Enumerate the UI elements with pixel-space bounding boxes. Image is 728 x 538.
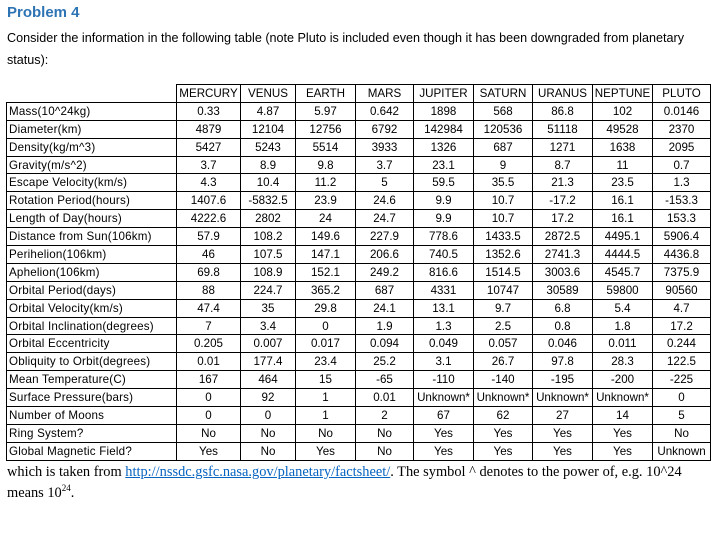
table-row: [7, 210, 711, 228]
column-header: MERCURY: [177, 85, 241, 103]
table-cell: 0.642: [356, 102, 414, 120]
table-cell: 5514: [296, 138, 356, 156]
problem-title: Problem 4: [7, 4, 80, 21]
table-cell: 7375.9: [653, 263, 711, 281]
column-header: EARTH: [296, 85, 356, 103]
table-cell: 1352.6: [474, 246, 533, 264]
row-label: Mean Temperature(C): [7, 371, 177, 389]
table-row: [7, 246, 711, 264]
row-label: Ring System?: [7, 424, 177, 442]
table-cell: 59800: [593, 281, 653, 299]
table-cell: 4879: [177, 120, 241, 138]
table-cell: 6.8: [533, 299, 593, 317]
table-cell: -225: [653, 371, 711, 389]
table-cell: 59.5: [414, 174, 474, 192]
table-cell: 14: [593, 407, 653, 425]
table-row: [7, 120, 711, 138]
table-cell: 153.3: [653, 210, 711, 228]
table-cell: 0.8: [533, 317, 593, 335]
table-cell: -65: [356, 371, 414, 389]
table-cell: 108.9: [241, 263, 296, 281]
table-cell: -17.2: [533, 192, 593, 210]
column-header: SATURN: [474, 85, 533, 103]
table-cell: 0.011: [593, 335, 653, 353]
column-header: URANUS: [533, 85, 593, 103]
table-row: [7, 281, 711, 299]
factsheet-link[interactable]: http://nssdc.gsfc.nasa.gov/planetary/factsheet/: [125, 464, 391, 480]
table-cell: 4222.6: [177, 210, 241, 228]
table-cell: 23.5: [593, 174, 653, 192]
table-cell: 24: [296, 210, 356, 228]
table-cell: 2.5: [474, 317, 533, 335]
row-label: Orbital Velocity(km/s): [7, 299, 177, 317]
table-cell: 11: [593, 156, 653, 174]
table-cell: 12756: [296, 120, 356, 138]
table-cell: Yes: [533, 442, 593, 460]
table-corner-cell: [7, 85, 177, 103]
row-label: Escape Velocity(km/s): [7, 174, 177, 192]
table-cell: 5427: [177, 138, 241, 156]
table-cell: 0.01: [177, 353, 241, 371]
table-cell: 224.7: [241, 281, 296, 299]
column-header: MARS: [356, 85, 414, 103]
table-row: [7, 317, 711, 335]
column-header: NEPTUNE: [593, 85, 653, 103]
row-label: Obliquity to Orbit(degrees): [7, 353, 177, 371]
table-cell: 3933: [356, 138, 414, 156]
table-cell: 35.5: [474, 174, 533, 192]
table-cell: Yes: [474, 442, 533, 460]
table-cell: 17.2: [653, 317, 711, 335]
table-cell: 9: [474, 156, 533, 174]
table-cell: 0: [177, 389, 241, 407]
table-cell: 1407.6: [177, 192, 241, 210]
table-cell: 88: [177, 281, 241, 299]
table-cell: 0.007: [241, 335, 296, 353]
table-cell: 5.97: [296, 102, 356, 120]
table-cell: 9.8: [296, 156, 356, 174]
table-cell: 0: [296, 317, 356, 335]
table-cell: 16.1: [593, 210, 653, 228]
table-cell: 2: [356, 407, 414, 425]
table-cell: 21.3: [533, 174, 593, 192]
row-label: Diameter(km): [7, 120, 177, 138]
table-cell: 2095: [653, 138, 711, 156]
row-label: Orbital Period(days): [7, 281, 177, 299]
table-cell: No: [296, 424, 356, 442]
row-label: Distance from Sun(106km): [7, 228, 177, 246]
table-cell: 0.049: [414, 335, 474, 353]
table-cell: 10747: [474, 281, 533, 299]
table-cell: 4.87: [241, 102, 296, 120]
table-cell: 92: [241, 389, 296, 407]
table-row: [7, 353, 711, 371]
table-cell: 1.3: [653, 174, 711, 192]
source-note: [7, 464, 719, 501]
table-cell: 17.2: [533, 210, 593, 228]
row-label: Surface Pressure(bars): [7, 389, 177, 407]
table-cell: 15: [296, 371, 356, 389]
table-cell: -200: [593, 371, 653, 389]
table-cell: 1514.5: [474, 263, 533, 281]
table-cell: Yes: [414, 442, 474, 460]
table-cell: 3003.6: [533, 263, 593, 281]
table-cell: 6792: [356, 120, 414, 138]
table-cell: 9.9: [414, 192, 474, 210]
table-cell: 2741.3: [533, 246, 593, 264]
table-cell: 5: [356, 174, 414, 192]
table-cell: 8.7: [533, 156, 593, 174]
row-label: Global Magnetic Field?: [7, 442, 177, 460]
table-cell: 0.0146: [653, 102, 711, 120]
row-label: Orbital Inclination(degrees): [7, 317, 177, 335]
table-cell: 10.7: [474, 192, 533, 210]
table-cell: 0.01: [356, 389, 414, 407]
table-cell: Yes: [593, 442, 653, 460]
table-cell: 1.9: [356, 317, 414, 335]
source-note-text-middle: . The symbol ^ denotes to the power of, e.g. 10^24 means 10: [7, 464, 682, 501]
table-row: [7, 371, 711, 389]
table-cell: 97.8: [533, 353, 593, 371]
table-row: [7, 138, 711, 156]
table-row: [7, 263, 711, 281]
row-label: Length of Day(hours): [7, 210, 177, 228]
table-cell: 0.057: [474, 335, 533, 353]
table-cell: 5243: [241, 138, 296, 156]
table-cell: 147.1: [296, 246, 356, 264]
table-cell: 46: [177, 246, 241, 264]
table-cell: 108.2: [241, 228, 296, 246]
table-cell: 10.4: [241, 174, 296, 192]
table-cell: 86.8: [533, 102, 593, 120]
table-row: [7, 192, 711, 210]
table-cell: 1271: [533, 138, 593, 156]
table-cell: 778.6: [414, 228, 474, 246]
table-cell: 24.1: [356, 299, 414, 317]
table-row: [7, 228, 711, 246]
table-cell: 120536: [474, 120, 533, 138]
table-cell: 30589: [533, 281, 593, 299]
table-cell: 62: [474, 407, 533, 425]
column-header: PLUTO: [653, 85, 711, 103]
table-cell: 5906.4: [653, 228, 711, 246]
table-cell: Yes: [414, 424, 474, 442]
table-cell: 51118: [533, 120, 593, 138]
table-cell: Unknown*: [593, 389, 653, 407]
table-cell: 0.33: [177, 102, 241, 120]
table-cell: 149.6: [296, 228, 356, 246]
table-cell: 122.5: [653, 353, 711, 371]
table-cell: 29.8: [296, 299, 356, 317]
table-cell: 35: [241, 299, 296, 317]
table-cell: 9.7: [474, 299, 533, 317]
table-cell: 4495.1: [593, 228, 653, 246]
table-cell: 2872.5: [533, 228, 593, 246]
table-cell: 816.6: [414, 263, 474, 281]
table-cell: 4331: [414, 281, 474, 299]
table-cell: 67: [414, 407, 474, 425]
table-cell: Yes: [474, 424, 533, 442]
table-row: [7, 389, 711, 407]
table-row: [7, 407, 711, 425]
column-header: JUPITER: [414, 85, 474, 103]
table-cell: 0: [241, 407, 296, 425]
table-cell: Yes: [296, 442, 356, 460]
table-row: [7, 335, 711, 353]
table-cell: 687: [356, 281, 414, 299]
table-cell: 26.7: [474, 353, 533, 371]
table-cell: Unknown*: [474, 389, 533, 407]
table-cell: No: [241, 442, 296, 460]
table-cell: Yes: [593, 424, 653, 442]
table-cell: 28.3: [593, 353, 653, 371]
table-cell: 1.8: [593, 317, 653, 335]
table-cell: 49528: [593, 120, 653, 138]
table-cell: 0.205: [177, 335, 241, 353]
table-cell: 102: [593, 102, 653, 120]
row-label: Orbital Eccentricity: [7, 335, 177, 353]
table-cell: Yes: [533, 424, 593, 442]
table-cell: 10.7: [474, 210, 533, 228]
table-cell: 3.4: [241, 317, 296, 335]
table-cell: No: [653, 424, 711, 442]
row-label: Density(kg/m^3): [7, 138, 177, 156]
table-cell: 5: [653, 407, 711, 425]
table-cell: 12104: [241, 120, 296, 138]
intro-paragraph: Consider the information in the following table (note Pluto is included even though it has been downgraded from planetary status):: [7, 31, 684, 67]
table-cell: 90560: [653, 281, 711, 299]
table-header-row: [7, 85, 711, 103]
table-body: [7, 102, 711, 460]
exponent-superscript: 24: [61, 483, 71, 493]
table-cell: 1898: [414, 102, 474, 120]
source-note-text-start: which is taken from: [7, 464, 126, 480]
table-cell: 142984: [414, 120, 474, 138]
table-cell: 568: [474, 102, 533, 120]
table-row: [7, 299, 711, 317]
table-cell: 2802: [241, 210, 296, 228]
row-label: Rotation Period(hours): [7, 192, 177, 210]
table-cell: -140: [474, 371, 533, 389]
table-cell: 8.9: [241, 156, 296, 174]
row-label: Number of Moons: [7, 407, 177, 425]
table-row: [7, 102, 711, 120]
table-cell: 0: [177, 407, 241, 425]
table-cell: 23.4: [296, 353, 356, 371]
table-cell: 152.1: [296, 263, 356, 281]
table-cell: 1638: [593, 138, 653, 156]
table-cell: 177.4: [241, 353, 296, 371]
table-cell: -110: [414, 371, 474, 389]
table-cell: 687: [474, 138, 533, 156]
table-cell: 24.7: [356, 210, 414, 228]
table-cell: 5.4: [593, 299, 653, 317]
table-cell: No: [356, 424, 414, 442]
table-cell: 13.1: [414, 299, 474, 317]
table-cell: 16.1: [593, 192, 653, 210]
table-cell: 57.9: [177, 228, 241, 246]
table-cell: 3.1: [414, 353, 474, 371]
table-cell: 0.094: [356, 335, 414, 353]
table-row: [7, 174, 711, 192]
table-cell: 24.6: [356, 192, 414, 210]
table-cell: 740.5: [414, 246, 474, 264]
table-cell: No: [177, 424, 241, 442]
table-cell: 25.2: [356, 353, 414, 371]
table-cell: 0.7: [653, 156, 711, 174]
table-cell: 365.2: [296, 281, 356, 299]
table-cell: 0.017: [296, 335, 356, 353]
table-cell: 1: [296, 389, 356, 407]
table-cell: Unknown*: [533, 389, 593, 407]
table-cell: 249.2: [356, 263, 414, 281]
table-cell: 167: [177, 371, 241, 389]
table-cell: -195: [533, 371, 593, 389]
table-cell: -5832.5: [241, 192, 296, 210]
row-label: Aphelion(106km): [7, 263, 177, 281]
table-cell: 7: [177, 317, 241, 335]
table-cell: 4.3: [177, 174, 241, 192]
table-cell: 9.9: [414, 210, 474, 228]
table-row: [7, 156, 711, 174]
table-cell: 107.5: [241, 246, 296, 264]
row-label: Gravity(m/s^2): [7, 156, 177, 174]
table-cell: 27: [533, 407, 593, 425]
table-cell: 11.2: [296, 174, 356, 192]
table-cell: 0: [653, 389, 711, 407]
table-cell: 0.046: [533, 335, 593, 353]
table-row: [7, 442, 711, 460]
table-cell: 23.1: [414, 156, 474, 174]
table-cell: 4444.5: [593, 246, 653, 264]
row-label: Perihelion(106km): [7, 246, 177, 264]
table-cell: 1: [296, 407, 356, 425]
table-cell: 1.3: [414, 317, 474, 335]
row-label: Mass(10^24kg): [7, 102, 177, 120]
table-cell: 464: [241, 371, 296, 389]
table-cell: 23.9: [296, 192, 356, 210]
table-cell: Unknown: [653, 442, 711, 460]
table-cell: Yes: [177, 442, 241, 460]
table-cell: 3.7: [356, 156, 414, 174]
table-cell: 0.244: [653, 335, 711, 353]
table-cell: 3.7: [177, 156, 241, 174]
column-header: VENUS: [241, 85, 296, 103]
table-cell: 1326: [414, 138, 474, 156]
planet-facts-table: [6, 84, 711, 461]
table-cell: 47.4: [177, 299, 241, 317]
table-cell: 1433.5: [474, 228, 533, 246]
source-note-text-end: .: [70, 484, 75, 501]
table-cell: No: [241, 424, 296, 442]
table-cell: 4.7: [653, 299, 711, 317]
table-cell: 69.8: [177, 263, 241, 281]
table-cell: Unknown*: [414, 389, 474, 407]
table-row: [7, 424, 711, 442]
table-cell: 4436.8: [653, 246, 711, 264]
table-cell: No: [356, 442, 414, 460]
table-cell: 206.6: [356, 246, 414, 264]
table-cell: -153.3: [653, 192, 711, 210]
table-cell: 2370: [653, 120, 711, 138]
table-cell: 4545.7: [593, 263, 653, 281]
table-cell: 227.9: [356, 228, 414, 246]
